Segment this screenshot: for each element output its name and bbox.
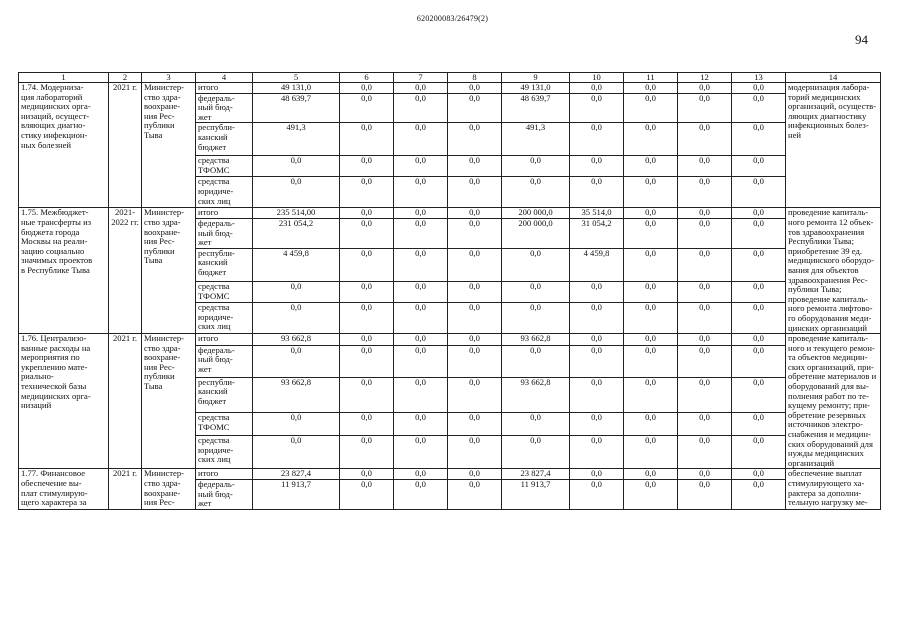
- table-row: [19, 334, 881, 345]
- funding-source-cell: республи- канский бюджет: [196, 123, 253, 156]
- expected-result-cell: проведение капиталь- ного и текущего ремон- та объектов медицин- ских организаций, при- обретение материалов и оборудований для вы- полнения работ по те- кущему ремонту; при- обретение резервных источников электро- снабжения и медицин- ских оборудований для нужды медицинских организаций: [786, 334, 881, 469]
- value-cell: 0,0: [394, 248, 448, 281]
- funding-source-cell: средства юридиче- ских лиц: [196, 435, 253, 468]
- value-cell: 0,0: [570, 413, 624, 436]
- value-cell: 0,0: [253, 302, 340, 333]
- value-cell: 0,0: [253, 177, 340, 208]
- value-cell: 0,0: [340, 413, 394, 436]
- value-cell: 0,0: [570, 83, 624, 94]
- col-header: 14: [786, 73, 881, 83]
- executor-cell: Министер- ство здра- воохране- ния Рес- публики Тыва: [142, 208, 196, 334]
- page-number: 94: [855, 32, 868, 47]
- value-cell: 200 000,0: [502, 218, 570, 248]
- value-cell: 0,0: [340, 248, 394, 281]
- value-cell: 0,0: [340, 345, 394, 377]
- value-cell: 0,0: [448, 480, 502, 510]
- value-cell: 491,3: [253, 123, 340, 156]
- value-cell: 49 131,0: [502, 83, 570, 94]
- value-cell: 0,0: [732, 345, 786, 377]
- value-cell: 48 639,7: [253, 93, 340, 123]
- value-cell: 0,0: [448, 218, 502, 248]
- value-cell: 93 662,8: [253, 377, 340, 413]
- value-cell: 0,0: [394, 469, 448, 480]
- value-cell: 0,0: [253, 435, 340, 468]
- value-cell: 200 000,0: [502, 208, 570, 219]
- document-id: 620200083/26479(2): [416, 14, 489, 23]
- value-cell: 0,0: [624, 435, 678, 468]
- value-cell: 0,0: [732, 469, 786, 480]
- value-cell: 0,0: [678, 218, 732, 248]
- value-cell: 235 514,00: [253, 208, 340, 219]
- value-cell: 0,0: [448, 123, 502, 156]
- value-cell: 0,0: [340, 377, 394, 413]
- value-cell: 0,0: [678, 334, 732, 345]
- value-cell: 0,0: [448, 83, 502, 94]
- value-cell: 0,0: [732, 413, 786, 436]
- value-cell: 0,0: [394, 480, 448, 510]
- value-cell: 0,0: [394, 93, 448, 123]
- value-cell: 491,3: [502, 123, 570, 156]
- value-cell: 0,0: [624, 177, 678, 208]
- value-cell: 0,0: [340, 480, 394, 510]
- col-header: 1: [19, 73, 109, 83]
- value-cell: 0,0: [624, 345, 678, 377]
- value-cell: 0,0: [502, 281, 570, 302]
- value-cell: 0,0: [732, 208, 786, 219]
- value-cell: 0,0: [732, 435, 786, 468]
- value-cell: 93 662,8: [502, 334, 570, 345]
- value-cell: 0,0: [624, 413, 678, 436]
- value-cell: 0,0: [732, 281, 786, 302]
- table-row: [19, 208, 881, 219]
- funding-source-cell: республи- канский бюджет: [196, 248, 253, 281]
- value-cell: 0,0: [678, 93, 732, 123]
- value-cell: 0,0: [570, 480, 624, 510]
- col-header: 12: [678, 73, 732, 83]
- executor-cell: Министер- ство здра- воохране- ния Рес- публики Тыва: [142, 334, 196, 469]
- executor-cell: Министер- ство здра- воохране- ния Рес- публики Тыва: [142, 83, 196, 208]
- value-cell: 0,0: [732, 334, 786, 345]
- period-cell: 2021 г.: [109, 469, 142, 509]
- value-cell: 0,0: [340, 218, 394, 248]
- value-cell: 0,0: [394, 123, 448, 156]
- value-cell: 0,0: [732, 93, 786, 123]
- expected-result-cell: проведение капиталь- ного ремонта 12 объек- тов здравоохранения Республики Тыва; приобретение 39 ед. медицинского оборудо- вания для объектов здравоохранения Рес- публики Тыва; проведение капиталь- ного ремонта лифтово- го оборудования меди- цинских организаций: [786, 208, 881, 334]
- value-cell: 0,0: [394, 208, 448, 219]
- executor-cell: Министер- ство здра- воохране- ния Рес-: [142, 469, 196, 509]
- value-cell: 0,0: [340, 208, 394, 219]
- measure-name-cell: 1.77. Финансовое обеспечение вы- плат стимулирую- щего характера за: [19, 469, 109, 509]
- col-header: 4: [196, 73, 253, 83]
- col-header: 11: [624, 73, 678, 83]
- value-cell: 0,0: [502, 177, 570, 208]
- col-header: 10: [570, 73, 624, 83]
- value-cell: 0,0: [624, 334, 678, 345]
- funding-source-cell: республи- канский бюджет: [196, 377, 253, 413]
- value-cell: 0,0: [340, 469, 394, 480]
- col-header: 9: [502, 73, 570, 83]
- funding-source-cell: федераль- ный бюд- жет: [196, 480, 253, 510]
- value-cell: 23 827,4: [253, 469, 340, 480]
- value-cell: 0,0: [448, 435, 502, 468]
- value-cell: 0,0: [624, 218, 678, 248]
- value-cell: 0,0: [340, 177, 394, 208]
- value-cell: 0,0: [340, 156, 394, 177]
- expected-result-cell: модернизация лабора- торий медицинских организаций, осуществ- ляющих диагностику инфекционных болез- ней: [786, 83, 881, 208]
- value-cell: 0,0: [253, 156, 340, 177]
- value-cell: 0,0: [448, 177, 502, 208]
- table-body: [19, 73, 881, 510]
- value-cell: 0,0: [678, 302, 732, 333]
- value-cell: 0,0: [732, 377, 786, 413]
- funding-source-cell: федераль- ный бюд- жет: [196, 93, 253, 123]
- value-cell: 0,0: [448, 156, 502, 177]
- value-cell: 0,0: [624, 156, 678, 177]
- value-cell: 0,0: [394, 435, 448, 468]
- header-row: [19, 73, 881, 83]
- budget-table: [18, 72, 881, 510]
- value-cell: 0,0: [624, 377, 678, 413]
- value-cell: 0,0: [570, 334, 624, 345]
- col-header: 8: [448, 73, 502, 83]
- value-cell: 0,0: [253, 413, 340, 436]
- value-cell: 0,0: [678, 177, 732, 208]
- value-cell: 0,0: [624, 123, 678, 156]
- col-header: 13: [732, 73, 786, 83]
- value-cell: 4 459,8: [253, 248, 340, 281]
- value-cell: 11 913,7: [253, 480, 340, 510]
- value-cell: 0,0: [448, 208, 502, 219]
- funding-source-cell: средства ТФОМС: [196, 156, 253, 177]
- value-cell: 0,0: [448, 345, 502, 377]
- value-cell: 0,0: [678, 469, 732, 480]
- value-cell: 0,0: [678, 123, 732, 156]
- value-cell: 0,0: [340, 123, 394, 156]
- value-cell: 0,0: [448, 334, 502, 345]
- value-cell: 0,0: [253, 281, 340, 302]
- value-cell: 0,0: [448, 93, 502, 123]
- value-cell: 0,0: [448, 413, 502, 436]
- value-cell: 0,0: [340, 334, 394, 345]
- value-cell: 49 131,0: [253, 83, 340, 94]
- period-cell: 2021 г.: [109, 334, 142, 469]
- funding-source-cell: итого: [196, 469, 253, 480]
- col-header: 2: [109, 73, 142, 83]
- value-cell: 93 662,8: [502, 377, 570, 413]
- value-cell: 0,0: [394, 377, 448, 413]
- value-cell: 0,0: [570, 281, 624, 302]
- funding-source-cell: итого: [196, 83, 253, 94]
- value-cell: 0,0: [502, 345, 570, 377]
- value-cell: 0,0: [678, 435, 732, 468]
- col-header: 6: [340, 73, 394, 83]
- value-cell: 0,0: [340, 83, 394, 94]
- value-cell: 0,0: [678, 281, 732, 302]
- funding-source-cell: средства юридиче- ских лиц: [196, 177, 253, 208]
- period-cell: 2021 г.: [109, 83, 142, 208]
- value-cell: 0,0: [570, 469, 624, 480]
- measure-name-cell: 1.74. Модерниза- ция лабораторий медицинских орга- низаций, осущест- вляющих диагно- стику инфекцион- ных болезней: [19, 83, 109, 208]
- value-cell: 0,0: [448, 377, 502, 413]
- value-cell: 0,0: [678, 413, 732, 436]
- value-cell: 0,0: [678, 83, 732, 94]
- value-cell: 0,0: [394, 281, 448, 302]
- funding-source-cell: средства ТФОМС: [196, 413, 253, 436]
- value-cell: 0,0: [570, 156, 624, 177]
- value-cell: 0,0: [448, 469, 502, 480]
- value-cell: 0,0: [570, 377, 624, 413]
- value-cell: 0,0: [678, 480, 732, 510]
- value-cell: 0,0: [624, 281, 678, 302]
- value-cell: 0,0: [732, 480, 786, 510]
- value-cell: 93 662,8: [253, 334, 340, 345]
- value-cell: 0,0: [448, 302, 502, 333]
- table-row: [19, 83, 881, 94]
- value-cell: 0,0: [253, 345, 340, 377]
- value-cell: 4 459,8: [570, 248, 624, 281]
- value-cell: 0,0: [624, 83, 678, 94]
- value-cell: 0,0: [732, 123, 786, 156]
- value-cell: 0,0: [732, 218, 786, 248]
- value-cell: 0,0: [394, 177, 448, 208]
- value-cell: 0,0: [732, 302, 786, 333]
- value-cell: 0,0: [502, 156, 570, 177]
- expected-result-cell: обеспечение выплат стимулирующего ха- рактера за дополни- тельную нагрузку ме-: [786, 469, 881, 509]
- value-cell: 0,0: [678, 345, 732, 377]
- col-header: 5: [253, 73, 340, 83]
- value-cell: 0,0: [394, 83, 448, 94]
- value-cell: 11 913,7: [502, 480, 570, 510]
- value-cell: 0,0: [570, 93, 624, 123]
- value-cell: 0,0: [624, 93, 678, 123]
- table-row: [19, 469, 881, 480]
- col-header: 3: [142, 73, 196, 83]
- value-cell: 0,0: [732, 177, 786, 208]
- value-cell: 0,0: [678, 156, 732, 177]
- value-cell: 0,0: [340, 302, 394, 333]
- value-cell: 0,0: [570, 435, 624, 468]
- value-cell: 35 514,0: [570, 208, 624, 219]
- funding-source-cell: средства ТФОМС: [196, 281, 253, 302]
- value-cell: 0,0: [732, 83, 786, 94]
- value-cell: 0,0: [678, 377, 732, 413]
- value-cell: 0,0: [394, 413, 448, 436]
- value-cell: 0,0: [340, 93, 394, 123]
- value-cell: 0,0: [340, 435, 394, 468]
- value-cell: 0,0: [570, 123, 624, 156]
- value-cell: 0,0: [448, 281, 502, 302]
- value-cell: 0,0: [732, 156, 786, 177]
- value-cell: 48 639,7: [502, 93, 570, 123]
- value-cell: 0,0: [502, 302, 570, 333]
- value-cell: 0,0: [570, 302, 624, 333]
- value-cell: 31 054,2: [570, 218, 624, 248]
- value-cell: 0,0: [678, 248, 732, 281]
- funding-source-cell: итого: [196, 334, 253, 345]
- value-cell: 0,0: [624, 469, 678, 480]
- value-cell: 0,0: [394, 302, 448, 333]
- value-cell: 0,0: [340, 281, 394, 302]
- value-cell: 0,0: [502, 413, 570, 436]
- funding-source-cell: федераль- ный бюд- жет: [196, 345, 253, 377]
- value-cell: 0,0: [624, 480, 678, 510]
- value-cell: 231 054,2: [253, 218, 340, 248]
- value-cell: 0,0: [394, 156, 448, 177]
- value-cell: 0,0: [678, 208, 732, 219]
- period-cell: 2021- 2022 гг.: [109, 208, 142, 334]
- value-cell: 23 827,4: [502, 469, 570, 480]
- measure-name-cell: 1.75. Межбюджет- ные трансферты из бюджета города Москвы на реали- зацию социально значимых проектов в Республике Тыва: [19, 208, 109, 334]
- value-cell: 0,0: [624, 302, 678, 333]
- value-cell: 0,0: [448, 248, 502, 281]
- value-cell: 0,0: [570, 345, 624, 377]
- col-header: 7: [394, 73, 448, 83]
- funding-source-cell: средства юридиче- ских лиц: [196, 302, 253, 333]
- value-cell: 0,0: [732, 248, 786, 281]
- measure-name-cell: 1.76. Централизо- ванные расходы на мероприятия по укреплению мате- риально- технической базы медицинских орга- низаций: [19, 334, 109, 469]
- value-cell: 0,0: [624, 248, 678, 281]
- value-cell: 0,0: [394, 218, 448, 248]
- funding-source-cell: федераль- ный бюд- жет: [196, 218, 253, 248]
- funding-source-cell: итого: [196, 208, 253, 219]
- value-cell: 0,0: [394, 345, 448, 377]
- value-cell: 0,0: [502, 435, 570, 468]
- value-cell: 0,0: [502, 248, 570, 281]
- value-cell: 0,0: [624, 208, 678, 219]
- value-cell: 0,0: [570, 177, 624, 208]
- value-cell: 0,0: [394, 334, 448, 345]
